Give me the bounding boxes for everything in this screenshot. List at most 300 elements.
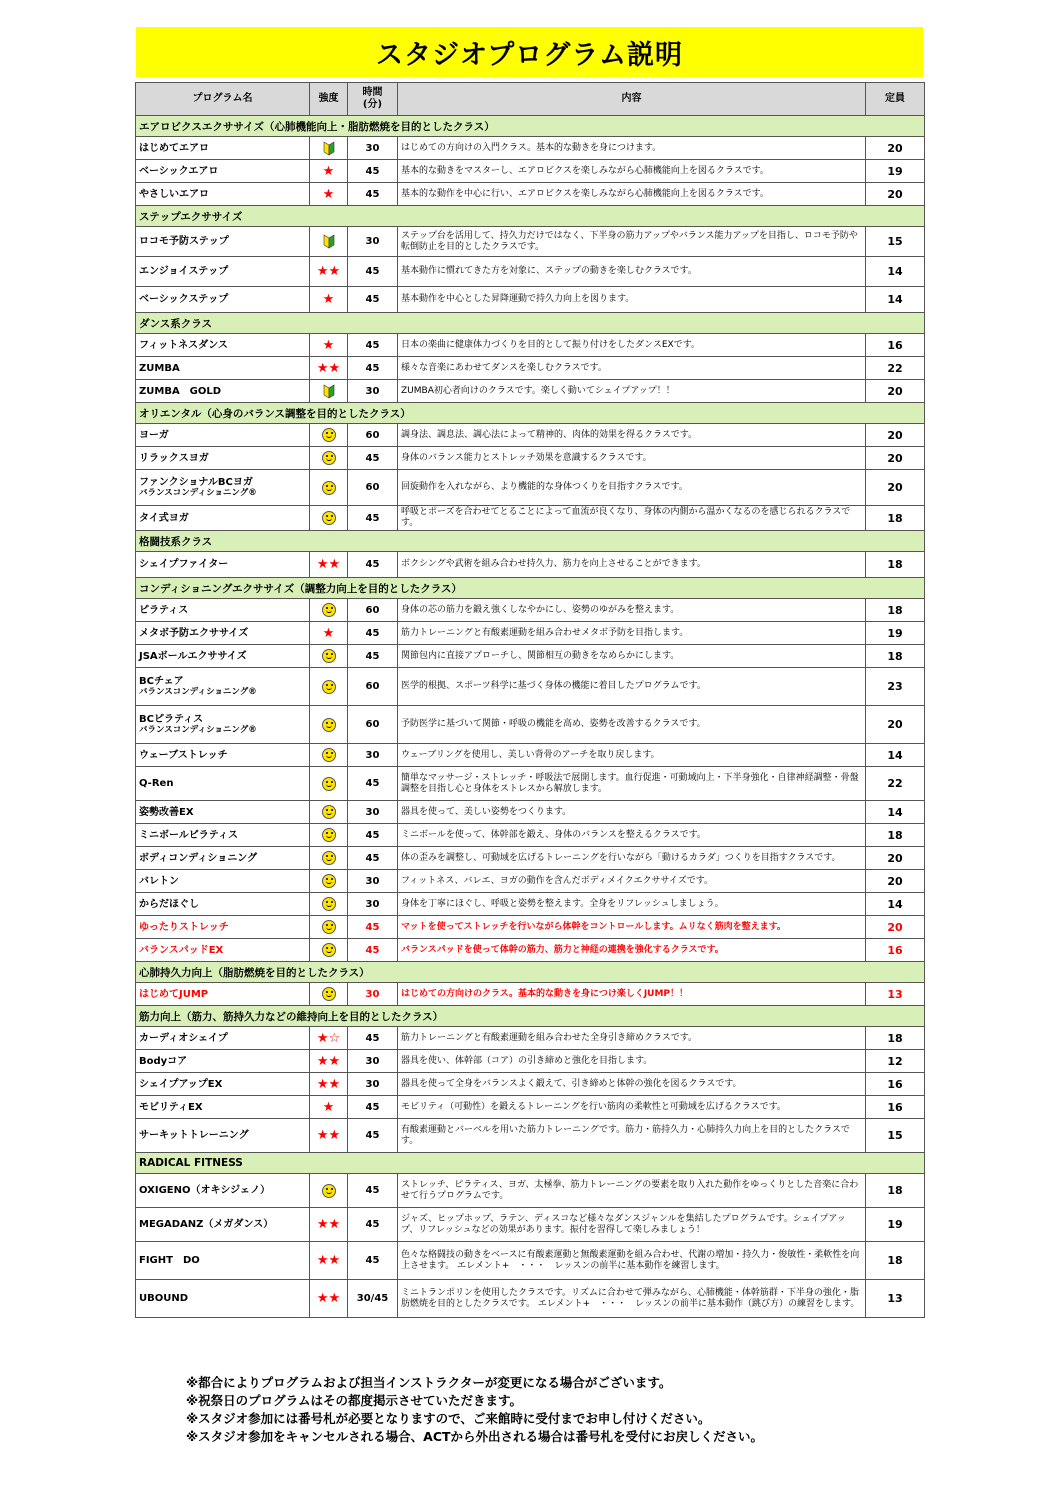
program-name: バランスパッドEX: [136, 939, 310, 962]
category-label: ダンス系クラス: [136, 313, 925, 334]
star-icon: ★★: [316, 1217, 341, 1232]
duration-cell: 60: [348, 470, 398, 506]
program-row: [136, 1073, 925, 1096]
program-row: [136, 1027, 925, 1050]
category-row: [136, 578, 925, 599]
duration-cell: 45: [348, 622, 398, 645]
program-table: [135, 82, 925, 1318]
program-row: [136, 744, 925, 767]
capacity-cell: 19: [866, 160, 925, 183]
duration-cell: 45: [348, 506, 398, 531]
description-cell: はじめての方向けのクラス。基本的な動きを身につけ楽しくJUMP！！: [398, 983, 866, 1006]
program-row: [136, 1242, 925, 1280]
description-cell: 基本動作に慣れてきた方を対象に、ステップの動きを楽しむクラスです。: [398, 257, 866, 287]
program-row: [136, 334, 925, 357]
note-line: ※都合によりプログラムおよび担当インストラクターが変更になる場合がございます。: [186, 1375, 672, 1390]
duration-cell: 30: [348, 744, 398, 767]
program-name: Bodyコア: [136, 1050, 310, 1073]
description-cell: 基本的な動きをマスターし、エアロビクスを楽しみながら心肺機能向上を図るクラスです。: [398, 160, 866, 183]
duration-cell: 45: [348, 916, 398, 939]
duration-cell: 45: [348, 357, 398, 380]
intensity-cell: [310, 939, 348, 962]
program-row: [136, 668, 925, 706]
program-name: やさしいエアロ: [136, 183, 310, 206]
program-row: [136, 706, 925, 744]
description-cell: 色々な格闘技の動きをベースに有酸素運動と無酸素運動を組み合わせ、代謝の増加・持久力・俊敏性・柔軟性を向上させます。 エレメント+ ・・・ レッスンの前半に基本動作を練習します。: [398, 1242, 866, 1280]
duration-cell: 45: [348, 160, 398, 183]
capacity-cell: 16: [866, 939, 925, 962]
program-name: ミニボールピラティス: [136, 824, 310, 847]
capacity-cell: 15: [866, 1119, 925, 1153]
program-row: [136, 183, 925, 206]
description-cell: フィットネス、バレエ、ヨガの動作を含んだボディメイクエクササイズです。: [398, 870, 866, 893]
description-cell: 身体を丁寧にほぐし、呼吸と姿勢を整えます。全身をリフレッシュしましょう。: [398, 893, 866, 916]
category-row: [136, 403, 925, 424]
star-icon: ★★: [316, 1128, 341, 1143]
page-title: スタジオプログラム説明: [376, 39, 683, 71]
note-line: ※スタジオ参加には番号札が必要となりますので、ご来館時に受付までお申し付けください。: [186, 1411, 711, 1426]
program-name: カーディオシェイプ: [136, 1027, 310, 1050]
program-row: [136, 227, 925, 257]
program-row: [136, 552, 925, 578]
star-icon: ★: [316, 1030, 329, 1046]
program-name: BCピラティス バランスコンディショニング®: [136, 706, 310, 744]
capacity-cell: 14: [866, 801, 925, 824]
star-icon: ★★: [316, 1076, 341, 1092]
smile-icon: [322, 481, 336, 495]
intensity-cell: [310, 287, 348, 313]
title-banner: [136, 27, 923, 77]
star-icon: ★: [322, 186, 335, 202]
header-description: 内容: [398, 83, 866, 116]
program-subtitle: バランスコンディショニング®: [139, 488, 257, 498]
intensity-cell: [310, 137, 348, 160]
program-name: サーキットトレーニング: [136, 1119, 310, 1153]
intensity-cell: [310, 1027, 348, 1050]
smile-icon: [322, 428, 336, 442]
program-name: ZUMBA: [136, 357, 310, 380]
intensity-cell: [310, 916, 348, 939]
smile-icon: [322, 987, 336, 1001]
program-name: リラックスヨガ: [136, 447, 310, 470]
capacity-cell: 22: [866, 767, 925, 801]
program-row: [136, 1096, 925, 1119]
star-icon: ★★: [316, 1253, 341, 1268]
description-cell: モビリティ（可動性）を鍛えるトレーニングを行い筋肉の柔軟性と可動域を広げるクラスです。: [398, 1096, 866, 1119]
capacity-cell: 14: [866, 257, 925, 287]
program-name: エンジョイステップ: [136, 257, 310, 287]
program-row: [136, 424, 925, 447]
capacity-cell: 18: [866, 1174, 925, 1208]
program-subtitle: バランスコンディショニング®: [139, 687, 257, 697]
intensity-cell: [310, 357, 348, 380]
table-header-row: [136, 83, 925, 116]
capacity-cell: 18: [866, 506, 925, 531]
intensity-cell: [310, 801, 348, 824]
category-label: RADICAL FITNESS: [136, 1153, 925, 1174]
smile-icon: [322, 920, 336, 934]
program-name: JSAボールエクササイズ: [136, 645, 310, 668]
capacity-cell: 18: [866, 552, 925, 578]
description-cell: はじめての方向けの入門クラス。基本的な動きを身につけます。: [398, 137, 866, 160]
program-row: [136, 447, 925, 470]
description-cell: 有酸素運動とバーベルを用いた筋力トレーニングです。筋力・筋持久力・心肺持久力向上を目的としたクラスです。: [398, 1119, 866, 1153]
smile-icon: [322, 1184, 336, 1198]
duration-cell: 45: [348, 287, 398, 313]
duration-cell: 45: [348, 257, 398, 287]
description-cell: ミニトランポリンを使用したクラスです。リズムに合わせて弾みながら、心肺機能・体幹筋群・下半身の強化・脂肪燃焼を目的としたクラスです。 エレメント+ ・・・ レッスンの前半に基本動作（跳び方）の練習をします。: [398, 1280, 866, 1318]
smile-icon: [322, 511, 336, 525]
description-cell: 基本動作を中心とした昇降運動で持久力向上を図ります。: [398, 287, 866, 313]
program-name: OXIGENO（オキシジェノ）: [136, 1174, 310, 1208]
program-row: [136, 939, 925, 962]
capacity-cell: 16: [866, 1096, 925, 1119]
smile-icon: [322, 777, 336, 791]
duration-cell: 30: [348, 380, 398, 403]
program-row: [136, 599, 925, 622]
program-row: [136, 470, 925, 506]
category-row: [136, 116, 925, 137]
category-row: [136, 531, 925, 552]
duration-cell: 45: [348, 552, 398, 578]
intensity-cell: [310, 160, 348, 183]
intensity-cell: [310, 645, 348, 668]
capacity-cell: 14: [866, 744, 925, 767]
capacity-cell: 16: [866, 334, 925, 357]
intensity-cell: [310, 622, 348, 645]
program-name: ベーシックステップ: [136, 287, 310, 313]
program-name: ピラティス: [136, 599, 310, 622]
capacity-cell: 19: [866, 1208, 925, 1242]
star-icon: ★: [322, 337, 335, 353]
capacity-cell: 20: [866, 916, 925, 939]
program-row: [136, 380, 925, 403]
header-capacity: 定員: [866, 83, 925, 116]
category-row: [136, 962, 925, 983]
capacity-cell: 16: [866, 1073, 925, 1096]
program-row: [136, 870, 925, 893]
star-icon: ★: [322, 292, 335, 307]
star-icon: ★: [322, 625, 335, 641]
star-icon: ★★: [316, 360, 341, 376]
category-row: [136, 313, 925, 334]
intensity-cell: [310, 1242, 348, 1280]
smile-icon: [322, 943, 336, 957]
program-row: [136, 622, 925, 645]
star-icon: ★★: [316, 1291, 341, 1306]
program-name: ベーシックエアロ: [136, 160, 310, 183]
duration-cell: 45: [348, 1027, 398, 1050]
star-icon: ★: [322, 163, 335, 179]
program-name: フィットネスダンス: [136, 334, 310, 357]
star-icon: ★★: [316, 264, 341, 279]
program-row: [136, 1119, 925, 1153]
intensity-cell: [310, 1119, 348, 1153]
beginner-mark-icon: [323, 141, 335, 156]
program-row: [136, 357, 925, 380]
description-cell: 呼吸とポーズを合わせてとることによって血流が良くなり、身体の内側から温かくなるのを感じられるクラスです。: [398, 506, 866, 531]
program-name: バレトン: [136, 870, 310, 893]
description-cell: ミニボールを使って、体幹部を鍛え、身体のバランスを整えるクラスです。: [398, 824, 866, 847]
smile-icon: [322, 805, 336, 819]
description-cell: 器具を使って全身をバランスよく鍛えて、引き締めと体幹の強化を図るクラスです。: [398, 1073, 866, 1096]
category-label: オリエンタル（心身のバランス調整を目的としたクラス）: [136, 403, 925, 424]
program-row: [136, 645, 925, 668]
description-cell: ステップ台を活用して、持久力だけではなく、下半身の筋力アップやバランス能力アップを目指し、ロコモ予防や転倒防止を目的としたクラスです。: [398, 227, 866, 257]
smile-icon: [322, 748, 336, 762]
capacity-cell: 18: [866, 824, 925, 847]
capacity-cell: 20: [866, 380, 925, 403]
category-label: エアロビクスエクササイズ（心肺機能向上・脂肪燃焼を目的としたクラス）: [136, 116, 925, 137]
description-cell: 簡単なマッサージ・ストレッチ・呼吸法で展開します。血行促進・可動域向上・下半身強化・自律神経調整・骨盤調整を目指し心と身体をストレスから解放します。: [398, 767, 866, 801]
program-row: [136, 801, 925, 824]
description-cell: 筋力トレーニングと有酸素運動を組み合わせた全身引き締めクラスです。: [398, 1027, 866, 1050]
duration-cell: 45: [348, 183, 398, 206]
intensity-cell: [310, 506, 348, 531]
duration-cell: 60: [348, 424, 398, 447]
capacity-cell: 20: [866, 447, 925, 470]
duration-cell: 45: [348, 1208, 398, 1242]
smile-icon: [322, 897, 336, 911]
capacity-cell: 20: [866, 470, 925, 506]
description-cell: 身体のバランス能力とストレッチ効果を意識するクラスです。: [398, 447, 866, 470]
program-row: [136, 160, 925, 183]
description-cell: 様々な音楽にあわせてダンスを楽しむクラスです。: [398, 357, 866, 380]
intensity-cell: [310, 447, 348, 470]
program-name: シェイプファイター: [136, 552, 310, 578]
intensity-cell: [310, 257, 348, 287]
capacity-cell: 20: [866, 183, 925, 206]
table-body: [136, 116, 925, 1318]
description-cell: 調身法、調息法、調心法によって精神的、肉体的効果を得るクラスです。: [398, 424, 866, 447]
description-cell: マットを使ってストレッチを行いながら体幹をコントロールします。ムリなく筋肉を整えます。: [398, 916, 866, 939]
program-name: MEGADANZ（メガダンス）: [136, 1208, 310, 1242]
category-row: [136, 1006, 925, 1027]
category-row: [136, 1153, 925, 1174]
duration-cell: 30: [348, 1073, 398, 1096]
duration-cell: 30: [348, 1050, 398, 1073]
beginner-mark-icon: [323, 384, 335, 399]
duration-cell: 45: [348, 1174, 398, 1208]
capacity-cell: 20: [866, 424, 925, 447]
description-cell: 回旋動作を入れながら、より機能的な身体つくりを目指すクラスです。: [398, 470, 866, 506]
smile-icon: [322, 718, 336, 732]
description-cell: 筋力トレーニングと有酸素運動を組み合わせメタボ予防を目指します。: [398, 622, 866, 645]
program-name: ウェーブストレッチ: [136, 744, 310, 767]
capacity-cell: 18: [866, 1027, 925, 1050]
duration-cell: 30: [348, 137, 398, 160]
note-line: ※祝祭日のプログラムはその都度掲示させていただきます。: [186, 1393, 523, 1408]
duration-cell: 45: [348, 939, 398, 962]
description-cell: 器具を使って、美しい姿勢をつくります。: [398, 801, 866, 824]
duration-cell: 45: [348, 1119, 398, 1153]
intensity-cell: [310, 744, 348, 767]
duration-cell: 45: [348, 767, 398, 801]
intensity-cell: [310, 1050, 348, 1073]
duration-cell: 45: [348, 334, 398, 357]
program-name: ロコモ予防ステップ: [136, 227, 310, 257]
duration-cell: 30: [348, 983, 398, 1006]
capacity-cell: 13: [866, 983, 925, 1006]
program-row: [136, 767, 925, 801]
smile-icon: [322, 874, 336, 888]
duration-cell: 45: [348, 847, 398, 870]
smile-icon: [322, 680, 336, 694]
description-cell: 日本の楽曲に健康体力づくりを目的として振り付けをしたダンスEXです。: [398, 334, 866, 357]
program-row: [136, 506, 925, 531]
intensity-cell: [310, 1073, 348, 1096]
capacity-cell: 18: [866, 645, 925, 668]
program-name: UBOUND: [136, 1280, 310, 1318]
description-cell: 予防医学に基づいて関節・呼吸の機能を高め、姿勢を改善するクラスです。: [398, 706, 866, 744]
star-outline-icon: ☆: [328, 1030, 341, 1046]
duration-cell: 30: [348, 227, 398, 257]
intensity-cell: [310, 1280, 348, 1318]
description-cell: ボクシングや武術を組み合わせ持久力、筋力を向上させることができます。: [398, 552, 866, 578]
intensity-cell: [310, 870, 348, 893]
category-label: 心肺持久力向上（脂肪燃焼を目的としたクラス）: [136, 962, 925, 983]
program-row: [136, 847, 925, 870]
capacity-cell: 14: [866, 287, 925, 313]
program-name: ZUMBA GOLD: [136, 380, 310, 403]
beginner-mark-icon: [323, 234, 335, 249]
smile-icon: [322, 451, 336, 465]
program-row: [136, 1050, 925, 1073]
intensity-cell: [310, 847, 348, 870]
duration-cell: 45: [348, 645, 398, 668]
description-cell: ジャズ、ヒップホップ、ラテン、ディスコなど様々なダンスジャンルを集結したプログラムです。シェイプアップ、リフレッシュなどの効果があります。振付を習得して楽しみましょう！: [398, 1208, 866, 1242]
intensity-cell: [310, 706, 348, 744]
category-label: 格闘技系クラス: [136, 531, 925, 552]
duration-cell: 30: [348, 801, 398, 824]
duration-cell: 60: [348, 668, 398, 706]
program-row: [136, 824, 925, 847]
program-name: からだほぐし: [136, 893, 310, 916]
header-program-name: プログラム名: [136, 83, 310, 116]
description-cell: 関節包内に直接アプローチし、関節相互の動きをなめらかにします。: [398, 645, 866, 668]
program-row: [136, 893, 925, 916]
duration-cell: 45: [348, 824, 398, 847]
program-name: モビリティEX: [136, 1096, 310, 1119]
category-label: ステップエクササイズ: [136, 206, 925, 227]
capacity-cell: 18: [866, 1242, 925, 1280]
capacity-cell: 22: [866, 357, 925, 380]
capacity-cell: 15: [866, 227, 925, 257]
intensity-cell: [310, 552, 348, 578]
intensity-cell: [310, 767, 348, 801]
program-row: [136, 916, 925, 939]
program-row: [136, 257, 925, 287]
duration-cell: 45: [348, 1242, 398, 1280]
capacity-cell: 20: [866, 847, 925, 870]
intensity-cell: [310, 424, 348, 447]
description-cell: 器具を使い、体幹部（コア）の引き締めと強化を目指します。: [398, 1050, 866, 1073]
capacity-cell: 23: [866, 668, 925, 706]
intensity-cell: [310, 599, 348, 622]
intensity-cell: [310, 893, 348, 916]
description-cell: バランスパッドを使って体幹の筋力、筋力と神経の連携を強化するクラスです。: [398, 939, 866, 962]
program-name: FIGHT DO: [136, 1242, 310, 1280]
program-name: ヨーガ: [136, 424, 310, 447]
star-icon: ★★: [316, 557, 341, 572]
program-name: タイ式ヨガ: [136, 506, 310, 531]
description-cell: ZUMBA初心者向けのクラスです。楽しく動いてシェイプアップ！！: [398, 380, 866, 403]
duration-cell: 45: [348, 1096, 398, 1119]
intensity-cell: [310, 1208, 348, 1242]
program-name: 姿勢改善EX: [136, 801, 310, 824]
capacity-cell: 18: [866, 599, 925, 622]
duration-cell: 30: [348, 893, 398, 916]
program-name: はじめてエアロ: [136, 137, 310, 160]
category-label: コンディショニングエクササイズ（調整力向上を目的としたクラス）: [136, 578, 925, 599]
program-name: ゆったりストレッチ: [136, 916, 310, 939]
duration-cell: 30: [348, 870, 398, 893]
note-line: ※スタジオ参加をキャンセルされる場合、ACTから外出される場合は番号札を受付にお戻しください。: [186, 1429, 764, 1444]
intensity-cell: [310, 334, 348, 357]
program-name: はじめてJUMP: [136, 983, 310, 1006]
capacity-cell: 13: [866, 1280, 925, 1318]
intensity-cell: [310, 1096, 348, 1119]
duration-cell: 60: [348, 599, 398, 622]
smile-icon: [322, 649, 336, 663]
intensity-cell: [310, 380, 348, 403]
description-cell: ウェーブリングを使用し、美しい背骨のアーチを取り戻します。: [398, 744, 866, 767]
description-cell: ストレッチ、ピラティス、ヨガ、太極拳、筋力トレーニングの要素を取り入れた動作をゆっくりとした音楽に合わせて行うプログラムです。: [398, 1174, 866, 1208]
capacity-cell: 20: [866, 706, 925, 744]
intensity-cell: [310, 824, 348, 847]
program-row: [136, 287, 925, 313]
category-label: 筋力向上（筋力、筋持久力などの維持向上を目的としたクラス）: [136, 1006, 925, 1027]
program-row: [136, 1174, 925, 1208]
smile-icon: [322, 828, 336, 842]
description-cell: 身体の芯の筋力を鍛え強くしなやかにし、姿勢のゆがみを整えます。: [398, 599, 866, 622]
description-cell: 体の歪みを調整し、可動域を広げるトレーニングを行いながら「動けるカラダ」つくりを目指すクラスです。: [398, 847, 866, 870]
star-icon: ★: [322, 1099, 335, 1115]
capacity-cell: 12: [866, 1050, 925, 1073]
program-name: Q-Ren: [136, 767, 310, 801]
intensity-cell: [310, 668, 348, 706]
program-subtitle: バランスコンディショニング®: [139, 725, 257, 735]
program-name: ファンクショナルBCヨガ バランスコンディショニング®: [136, 470, 310, 506]
program-row: [136, 1280, 925, 1318]
program-row: [136, 137, 925, 160]
notes: [186, 1374, 763, 1446]
intensity-cell: [310, 470, 348, 506]
program-name: ボディコンディショニング: [136, 847, 310, 870]
header-intensity: 強度: [310, 83, 348, 116]
program-name: シェイプアップEX: [136, 1073, 310, 1096]
capacity-cell: 20: [866, 137, 925, 160]
header-duration: 時間 (分): [348, 83, 398, 116]
capacity-cell: 20: [866, 870, 925, 893]
program-row: [136, 1208, 925, 1242]
duration-cell: 60: [348, 706, 398, 744]
duration-cell: 45: [348, 447, 398, 470]
category-row: [136, 206, 925, 227]
intensity-cell: [310, 983, 348, 1006]
smile-icon: [322, 851, 336, 865]
program-name: BCチェア バランスコンディショニング®: [136, 668, 310, 706]
smile-icon: [322, 603, 336, 617]
capacity-cell: 14: [866, 893, 925, 916]
program-row: [136, 983, 925, 1006]
intensity-cell: [310, 183, 348, 206]
description-cell: 基本的な動作を中心に行い、エアロビクスを楽しみながら心肺機能向上を図るクラスです。: [398, 183, 866, 206]
star-icon: ★★: [316, 1053, 341, 1069]
description-cell: 医学的根拠、スポーツ科学に基づく身体の機能に着目したプログラムです。: [398, 668, 866, 706]
capacity-cell: 19: [866, 622, 925, 645]
intensity-cell: [310, 1174, 348, 1208]
